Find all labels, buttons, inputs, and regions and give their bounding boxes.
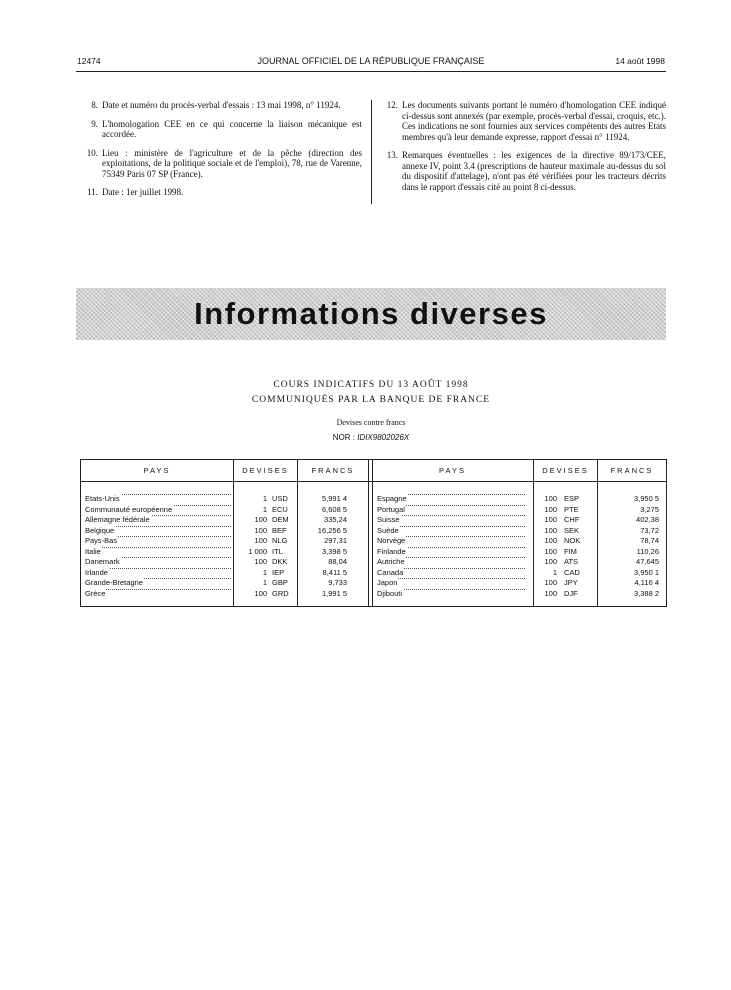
country-name: Grèce xyxy=(85,588,106,598)
currency-code: JPY xyxy=(564,578,578,587)
currency-quantity: 100 xyxy=(254,588,267,598)
country-name: Grande-Bretagne xyxy=(85,578,143,587)
franc-rate: 297,31 xyxy=(324,536,347,545)
franc-rate: 3,275 xyxy=(640,504,659,514)
currency-code: DEM xyxy=(272,515,289,524)
currency-quantity: 100 xyxy=(254,536,267,545)
table-row xyxy=(377,494,662,505)
table-row xyxy=(85,578,365,589)
column-header-devises: DEVISES xyxy=(242,466,289,475)
country-name: Italie xyxy=(85,546,101,556)
currency-code: ESP xyxy=(564,494,580,503)
country-name: Portugal xyxy=(377,504,405,514)
dot-leader xyxy=(85,589,231,590)
left-column xyxy=(76,100,362,206)
currency-code: ECU xyxy=(272,504,288,514)
country-name: Suède xyxy=(377,525,399,535)
franc-rate: 402,38 xyxy=(636,515,659,524)
franc-rate: 3,398 5 xyxy=(321,546,347,556)
table-row xyxy=(377,505,662,516)
header-divider xyxy=(81,481,666,482)
column-header-francs: FRANCS xyxy=(311,466,355,475)
journal-title: JOURNAL OFFICIEL DE LA RÉPUBLIQUE FRANÇAISE xyxy=(257,56,485,66)
rates-subtitle: COMMUNIQUÉS PAR LA BANQUE DE FRANCE xyxy=(251,395,491,405)
currency-quantity: 100 xyxy=(544,557,557,566)
country-name: Allemagne fédérale xyxy=(85,515,150,524)
list-item: 12. Les documents suivants portant le numéro d'homologation CEE indiqué ci-dessus sont annexés (par exemple, procès-verbal d'essai, croquis, etc.). Ces indications ne sont fournies aux services compétents des autres Etats membres qu'à leur demande expresse, rapport d'essai n° 11924. xyxy=(386,100,666,142)
column-header-pays: PAYS xyxy=(143,466,171,475)
currency-code: GBP xyxy=(272,578,288,587)
table-row xyxy=(85,568,365,579)
country-name: Finlande xyxy=(377,546,406,556)
list-item: 9. L'homologation CEE en ce qui concerne la liaison mécanique est accordée. xyxy=(91,118,362,139)
franc-rate: 3,950 5 xyxy=(633,494,659,503)
country-name: Pays-Bas xyxy=(85,536,118,545)
table-row xyxy=(85,526,365,537)
dot-leader xyxy=(85,547,231,548)
currency-code: CAD xyxy=(564,567,580,577)
franc-rate: 8,411 5 xyxy=(322,567,347,577)
franc-rate: 1,991 5 xyxy=(321,588,347,598)
country-name: Etats-Unis xyxy=(85,494,120,503)
currency-code: ATS xyxy=(564,557,579,566)
franc-rate: 3,950 1 xyxy=(633,567,659,577)
currency-quantity: 100 xyxy=(544,504,557,514)
currency-code: IEP xyxy=(272,567,285,577)
table-row xyxy=(85,494,365,505)
franc-rate: 3,388 2 xyxy=(633,588,659,598)
table-row xyxy=(85,536,365,547)
rates-note: Devises contre francs xyxy=(336,418,406,427)
column-header-francs: FRANCS xyxy=(610,466,654,475)
dot-leader xyxy=(377,578,525,579)
currency-quantity: 100 xyxy=(544,494,557,503)
currency-quantity: 100 xyxy=(544,546,557,556)
franc-rate: 335,24 xyxy=(324,515,347,524)
table-row xyxy=(377,578,662,589)
country-name: Suisse xyxy=(377,515,400,524)
currency-code: SEK xyxy=(564,525,580,535)
franc-rate: 4,116 4 xyxy=(634,578,659,587)
table-row xyxy=(377,557,662,568)
country-name: Norvège xyxy=(377,536,406,545)
currency-code: CHF xyxy=(564,515,580,524)
table-row xyxy=(85,547,365,558)
currency-quantity: 100 xyxy=(544,588,557,598)
table-row xyxy=(377,536,662,547)
currency-quantity: 100 xyxy=(544,536,557,545)
table-row xyxy=(377,568,662,579)
currency-quantity: 1 xyxy=(552,567,557,577)
country-name: Belgique xyxy=(85,525,115,535)
table-row xyxy=(377,526,662,537)
nor-reference: NOR : IDIX9802026X xyxy=(332,433,410,442)
currency-quantity: 100 xyxy=(544,515,557,524)
right-column xyxy=(376,100,666,200)
franc-rate: 88,04 xyxy=(328,557,347,566)
table-row xyxy=(85,557,365,568)
currency-code: USD xyxy=(272,494,288,503)
list-item: 10. Lieu : ministère de l'agriculture et de la pêche (direction des exploitations, de la politique sociale et de l'emploi), 78, rue de Varenne, 75349 Paris 07 SP (France). xyxy=(86,147,362,179)
currency-code: PTE xyxy=(564,504,579,514)
table-row xyxy=(377,589,662,600)
country-name: Japon xyxy=(377,578,398,587)
country-name: Irlande xyxy=(85,567,108,577)
franc-rate: 5,991 4 xyxy=(321,494,347,503)
currency-code: NLG xyxy=(272,536,288,545)
table-row xyxy=(377,515,662,526)
table-row xyxy=(85,505,365,516)
list-item: 11. Date : 1er juillet 1998. xyxy=(87,187,184,197)
currency-quantity: 1 xyxy=(262,578,267,587)
table-row xyxy=(377,547,662,558)
currency-quantity: 1 xyxy=(262,504,267,514)
currency-quantity: 100 xyxy=(254,525,267,535)
rates-title: COURS INDICATIFS DU 13 AOÛT 1998 xyxy=(273,380,469,390)
banner-title: Informations diverses xyxy=(194,296,548,331)
franc-rate: 73,72 xyxy=(640,525,659,535)
currency-code: DJF xyxy=(564,588,578,598)
country-name: Danemark xyxy=(85,557,120,566)
currency-quantity: 1 xyxy=(262,567,267,577)
currency-code: DKK xyxy=(272,557,288,566)
franc-rate: 47,645 xyxy=(636,557,659,566)
franc-rate: 16,256 5 xyxy=(317,525,347,535)
currency-quantity: 1 xyxy=(262,494,267,503)
header-rule xyxy=(76,71,666,72)
currency-code: FIM xyxy=(564,546,577,556)
currency-quantity: 100 xyxy=(254,515,267,524)
currency-quantity: 100 xyxy=(544,578,557,587)
table-right-rows xyxy=(377,494,662,599)
list-item: 8. Date et numéro du procès-verbal d'essais : 13 mai 1998, n° 11924. xyxy=(91,100,341,110)
franc-rate: 110,26 xyxy=(636,546,659,556)
currency-code: ITL xyxy=(272,546,283,556)
column-header-pays: PAYS xyxy=(439,466,466,475)
exchange-rate-table xyxy=(80,459,667,607)
country-name: Espagne xyxy=(377,494,407,503)
column-divider xyxy=(371,100,372,204)
currency-quantity: 100 xyxy=(254,557,267,566)
country-name: Canada xyxy=(377,567,404,577)
issue-date: 14 août 1998 xyxy=(615,56,665,66)
franc-rate: 9,733 xyxy=(328,578,347,587)
currency-code: NOK xyxy=(564,536,581,545)
country-name: Communauté européenne xyxy=(85,504,173,514)
table-center-divider xyxy=(368,460,373,606)
currency-quantity: 1 000 xyxy=(248,546,267,556)
column-header-devises: DEVISES xyxy=(542,466,589,475)
table-left-rows xyxy=(85,494,365,599)
page-number: 12474 xyxy=(77,56,101,66)
list-item: 13. Remarques éventuelles : les exigences de la directive 89/173/CEE, annexe IV, point 3.4 (prescriptions de hauteur maximale au-dessus du sol du dispositif d'attelage), n'ont pas été vérifiées pour les tracteurs décrits dans le rapport d'essais cité au point 8 ci-dessus. xyxy=(386,150,666,192)
table-row xyxy=(85,589,365,600)
country-name: Djibouti xyxy=(377,588,403,598)
franc-rate: 6,608 5 xyxy=(321,504,347,514)
currency-code: GRD xyxy=(272,588,289,598)
currency-quantity: 100 xyxy=(544,525,557,535)
franc-rate: 78,74 xyxy=(640,536,659,545)
currency-code: BEF xyxy=(272,525,287,535)
country-name: Autriche xyxy=(377,557,405,566)
table-row xyxy=(85,515,365,526)
